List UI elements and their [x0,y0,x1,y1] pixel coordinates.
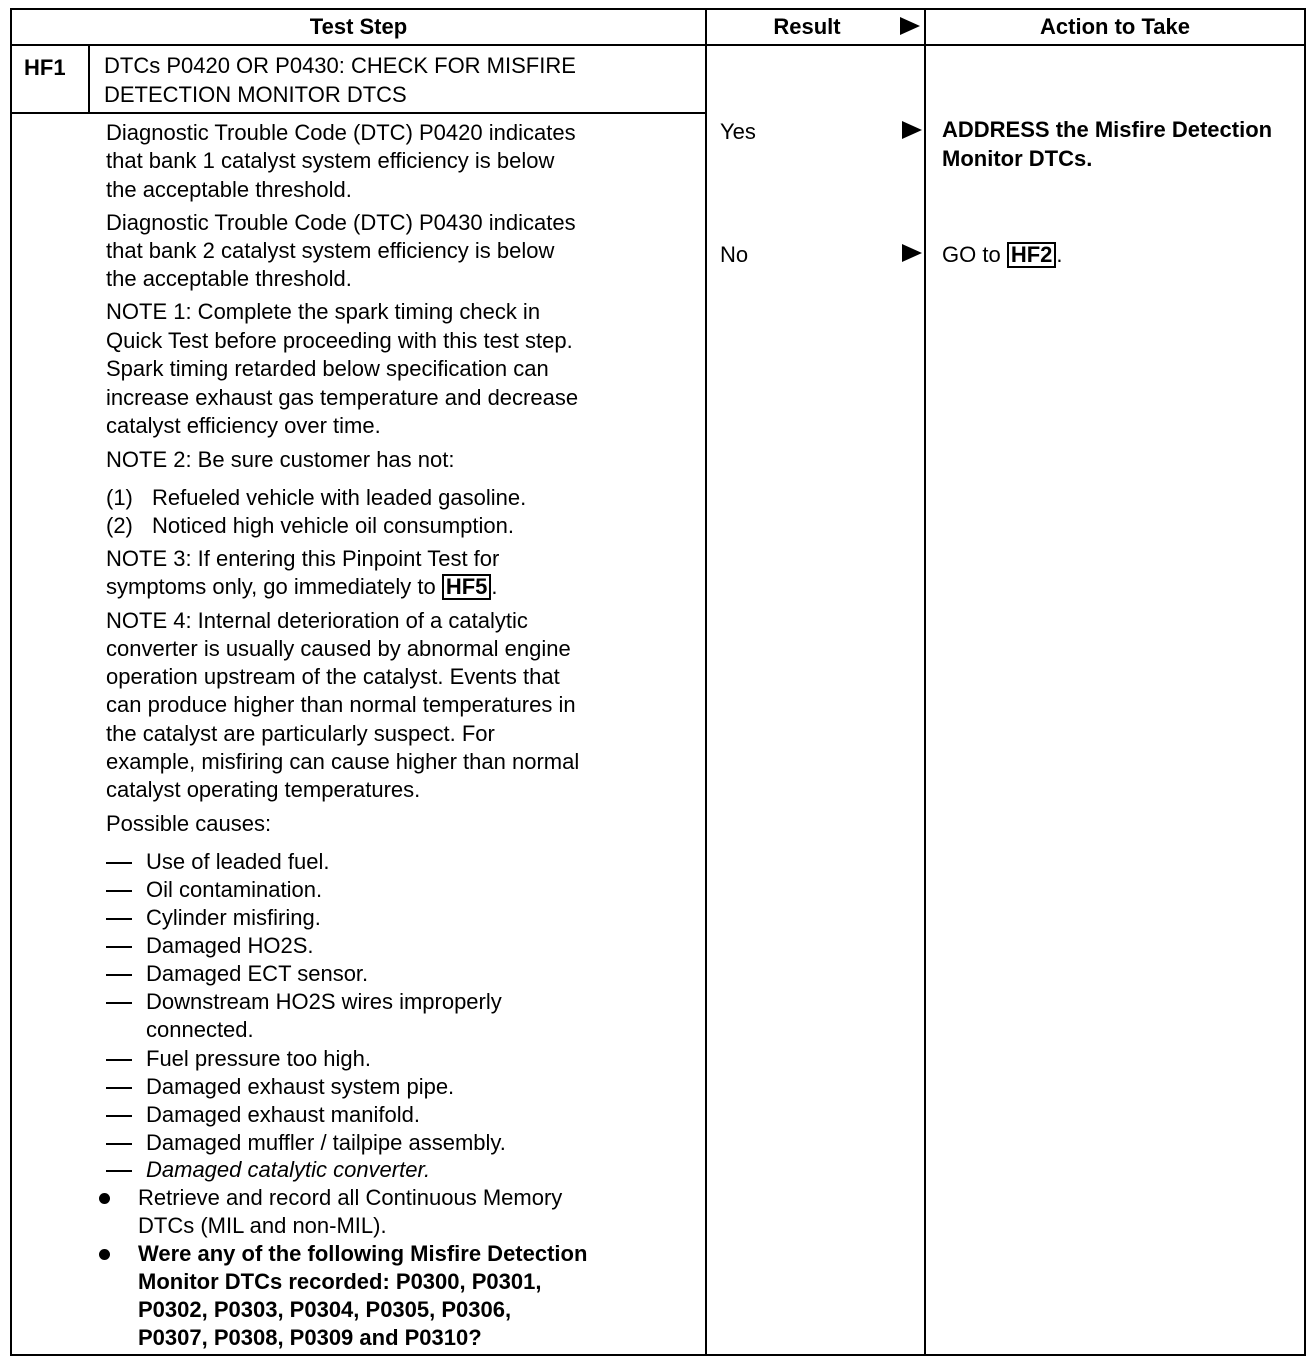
step-title-line-1: DTCs P0420 OR P0430: CHECK FOR MISFIRE [104,53,576,78]
table-bottom-border [10,1354,1306,1356]
yes-arrow-icon [902,121,922,139]
numbered-2-text: Noticed high vehicle oil consumption. [152,513,514,538]
action-no [942,241,1063,270]
dash-icon [106,918,132,920]
cause-2: Oil contamination. [146,877,323,902]
step-title-bottom-border [10,112,707,114]
note1-line-1: NOTE 1: Complete the spark timing check in [106,299,541,324]
note2: NOTE 2: Be sure customer has not: [106,447,455,472]
action-yes-line-1 [942,116,1272,145]
action-no-ref-hf2[interactable]: HF2 [1007,242,1057,268]
header-result: Result [773,14,841,39]
note4-line-4: can produce higher than normal temperatures in [106,692,576,717]
result-yes: Yes [720,119,756,144]
note1-line-2: Quick Test before proceeding with this test step. [106,328,573,353]
bullet2-line-1: Were any of the following Misfire Detection [138,1241,588,1266]
action-no-prefix: GO to [942,242,1001,267]
cause-5: Damaged ECT sensor. [146,961,369,986]
dash-icon [106,1059,132,1061]
step-id: HF1 [24,55,66,80]
possible-causes-label: Possible causes: [106,811,272,836]
dash-icon [106,946,132,948]
bullet2-line-4: P0307, P0308, P0309 and P0310? [138,1325,482,1350]
dash-icon [106,974,132,976]
action-yes-rest: the Misfire Detection [1055,117,1273,142]
dash-icon [106,1002,132,1004]
header-test-step: Test Step [309,14,408,39]
numbered-1-num: (1) [106,485,133,510]
cause-1: Use of leaded fuel. [146,849,330,874]
step-id-divider [88,44,90,114]
note4-line-7: catalyst operating temperatures. [106,777,421,802]
note3-ref-hf5[interactable]: HF5 [442,574,492,600]
dash-icon [106,890,132,892]
header-arrow-icon [900,17,920,35]
no-arrow-icon [902,244,922,262]
note4-line-1: NOTE 4: Internal deterioration of a catalytic [106,608,528,633]
note3-line-1: NOTE 3: If entering this Pinpoint Test for [106,546,500,571]
dash-icon [106,1087,132,1089]
p2-line-3: the acceptable threshold. [106,266,352,291]
cause-8: Damaged exhaust system pipe. [146,1074,455,1099]
cause-9: Damaged exhaust manifold. [146,1102,420,1127]
cause-11: Damaged catalytic converter. [146,1157,431,1182]
action-no-period: . [1056,242,1063,267]
step-title-line-2: DETECTION MONITOR DTCS [104,82,407,107]
p1-line-2: that bank 1 catalyst system efficiency is below [106,148,555,173]
note1-line-5: catalyst efficiency over time. [106,413,381,438]
col-divider-result [705,8,707,1356]
bullet1-line-2: DTCs (MIL and non-MIL). [138,1213,387,1238]
result-no: No [720,242,749,267]
p1-line-1: Diagnostic Trouble Code (DTC) P0420 indicates [106,120,576,145]
note3-line-2-text: symptoms only, go immediately to [106,574,436,599]
col-divider-action [924,8,926,1356]
dash-icon [106,1170,132,1172]
table-top-border [10,8,1306,10]
table-left-border [10,8,12,1356]
header-bottom-border [10,44,1306,46]
note1-line-4: increase exhaust gas temperature and decrease [106,385,579,410]
p1-line-3: the acceptable threshold. [106,177,352,202]
cause-7: Fuel pressure too high. [146,1046,372,1071]
cause-10: Damaged muffler / tailpipe assembly. [146,1130,506,1155]
dash-icon [106,862,132,864]
bullet-icon [99,1193,110,1204]
note1-line-3: Spark timing retarded below specification can [106,356,549,381]
bullet2-line-2: Monitor DTCs recorded: P0300, P0301, [138,1269,542,1294]
note3-line-2 [106,573,498,602]
note4-line-6: example, misfiring can cause higher than normal [106,749,580,774]
action-yes-address: ADDRESS [942,117,1050,142]
dash-icon [106,1143,132,1145]
cause-6-cont: connected. [146,1017,254,1042]
cause-3: Cylinder misfiring. [146,905,321,930]
cause-4: Damaged HO2S. [146,933,314,958]
p2-line-1: Diagnostic Trouble Code (DTC) P0430 indicates [106,210,576,235]
numbered-1-text: Refueled vehicle with leaded gasoline. [152,485,527,510]
bullet2-line-3: P0302, P0303, P0304, P0305, P0306, [138,1297,512,1322]
bullet-icon [99,1249,110,1260]
p2-line-2: that bank 2 catalyst system efficiency is below [106,238,555,263]
header-action: Action to Take [1040,14,1190,39]
cause-6: Downstream HO2S wires improperly [146,989,502,1014]
numbered-2-num: (2) [106,513,133,538]
bullet1-line-1: Retrieve and record all Continuous Memory [138,1185,563,1210]
note4-line-3: operation upstream of the catalyst. Events that [106,664,560,689]
dash-icon [106,1115,132,1117]
table-right-border [1304,8,1306,1356]
note4-line-2: converter is usually caused by abnormal engine [106,636,571,661]
action-yes-line-2: Monitor DTCs. [942,146,1093,171]
note4-line-5: the catalyst are particularly suspect. For [106,721,495,746]
note3-period: . [491,574,498,599]
